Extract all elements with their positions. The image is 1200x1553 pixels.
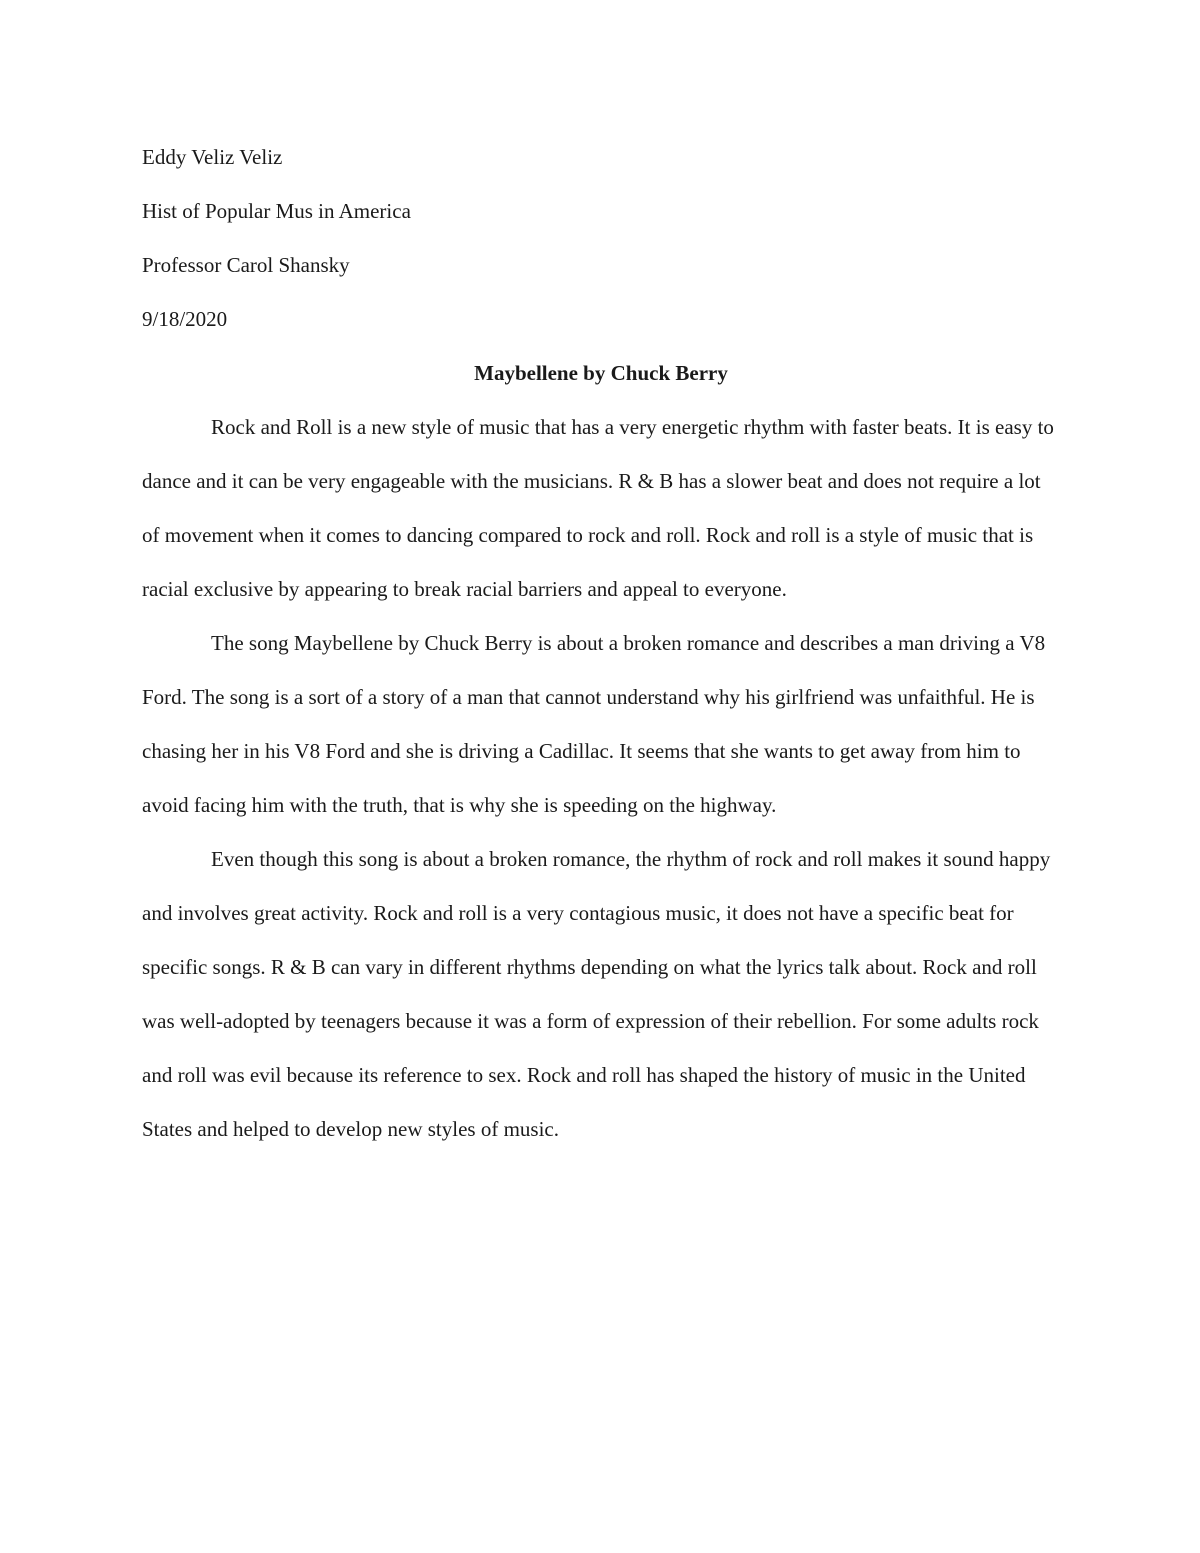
submission-date: 9/18/2020 xyxy=(142,307,228,331)
professor-name: Professor Carol Shansky xyxy=(142,253,350,277)
body-paragraph-1: Rock and Roll is a new style of music that has a very energetic rhythm with faster beats. It is easy to dance and it can be very engageable with the musicians. R & B has a slower beat and does not require a lot of movement when it comes to dancing compared to rock and roll. Rock and roll is a style of music that is racial exclusive by appearing to break racial barriers and appeal to everyone. xyxy=(142,415,1054,601)
body-paragraph-3: Even though this song is about a broken romance, the rhythm of rock and roll makes it sound happy and involves great activity. Rock and roll is a very contagious music, it does not have a specific beat for specific songs. R & B can vary in different rhythms depending on what the lyrics talk about. Rock and roll was well-adopted by teenagers because it was a form of expression of their rebellion. For some adults rock and roll was evil because its reference to sex. Rock and roll has shaped the history of music in the United States and helped to develop new styles of music. xyxy=(142,847,1051,1141)
essay-title: Maybellene by Chuck Berry xyxy=(474,361,728,385)
author-name: Eddy Veliz Veliz xyxy=(142,145,283,169)
course-name: Hist of Popular Mus in America xyxy=(142,199,411,223)
body-paragraph-2: The song Maybellene by Chuck Berry is about a broken romance and describes a man driving a V8 Ford. The song is a sort of a story of a man that cannot understand why his girlfriend was unfaithful. He is chasing her in his V8 Ford and she is driving a Cadillac. It seems that she wants to get away from him to avoid facing him with the truth, that is why she is speeding on the highway. xyxy=(142,631,1046,817)
